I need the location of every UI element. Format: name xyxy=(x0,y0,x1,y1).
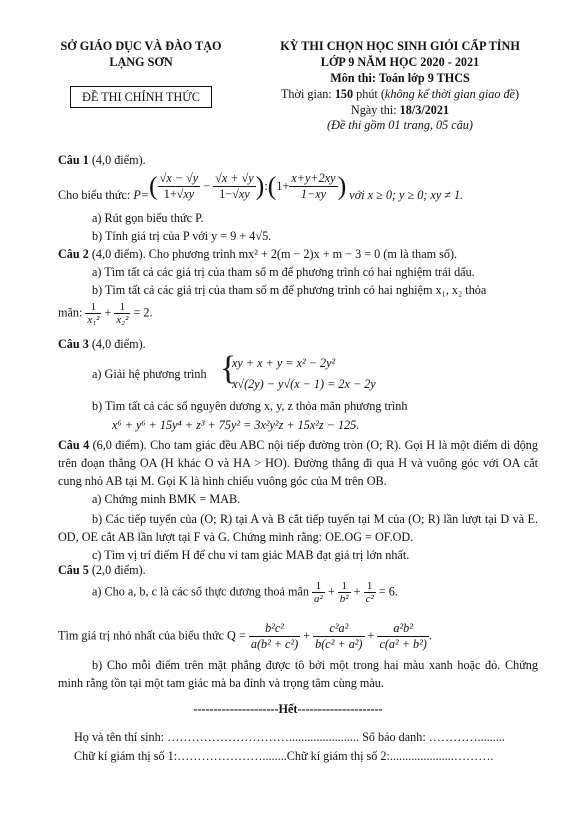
q1-expression: Cho biểu thức: P=( $\frac{√x - √y}{1+√xy}$ − $\frac{√x + √y}{1-√xy}$ ):(1+ $\frac{x+y+2xy}{1-xy}$ ) với x ≥ 0; y ≥ 0; xy ≠ 1. xyxy=(58,171,464,203)
exam-date: Ngày thi: 18/3/2021 xyxy=(350,103,450,117)
q3-system-eq1: xy + x + y = x² − 2y² xyxy=(232,356,336,370)
q2-part-a: a) Tìm tất cả các giá trị của tham số m để phương trình có hai nghiệm trái dấu. xyxy=(92,265,475,279)
exam-grade: LỚP 9 NĂM HỌC 2020 - 2021 xyxy=(320,55,480,69)
q3-heading: Câu 3 (4,0 điểm). xyxy=(58,337,146,351)
q4-part-c: c) Tìm vị trí điểm H để chu vi tam giác MAB đạt giá trị lớn nhất. xyxy=(92,548,410,562)
exam-time: Thời gian: 150 phút (không kể thời gian giao đề) xyxy=(280,87,520,101)
q1-part-b: b) Tính giá trị của P với y = 9 + 4√5. xyxy=(92,229,272,243)
province-name: LẠNG SƠN xyxy=(109,55,173,69)
q2-condition: mãn: $\frac{1}{\text{x₁²}}$ + $\frac{1}{\text{x₂²}}$ = 2. xyxy=(58,301,153,326)
exam-pages-note: (Đề thi gồm 01 trang, 05 câu) xyxy=(327,118,473,132)
q5-part-b: b) Cho mỗi điểm trên mặt phẳng được tô bởi một trong hai màu xanh hoặc đỏ. Chứng minh rằng tồn tại một tam giác mà ba đỉnh và trọng tâm cùng màu. xyxy=(58,658,538,690)
q5-part-a: a) Cho a, b, c là các số thực dương thoả mãn $\frac{1}{\text{a²}}$ + $\frac{1}{\text{b²}}$ + $\frac{1}{\text{c²}}$ = 6. xyxy=(92,580,398,605)
q5-heading: Câu 5 (2,0 điểm). xyxy=(58,563,146,577)
q4-statement: Câu 4 (6,0 điểm). Cho tam giác đều ABC nội tiếp đường tròn (O; R). Gọi H là một điểm di động trên đoạn thẳng OA (H khác O và HA > HO). Đường thẳng đi qua H và vuông góc với OA cắt cung nhỏ AB tại M. Gọi K là hình chiếu vuông góc của M trên OB. xyxy=(58,438,538,488)
q1-heading: Câu 1 (4,0 điểm). xyxy=(58,153,146,167)
official-exam-label: ĐỀ THI CHÍNH THỨC xyxy=(82,90,200,104)
department-name: SỞ GIÁO DỤC VÀ ĐÀO TẠO xyxy=(60,39,222,53)
q4-part-a: a) Chứng minh BMK = MAB. xyxy=(92,492,241,506)
end-marker: ---------------------Hết--------------------- xyxy=(193,702,383,716)
q3-part-b: b) Tìm tất cả các số nguyên dương x, y, z thỏa mãn phương trình xyxy=(92,399,408,413)
supervisor-sign-line: Chữ kí giám thị số 1:…………………........Chữ kí giám thị số 2:.....................………. xyxy=(74,749,494,763)
exam-subject: Môn thi: Toán lớp 9 THCS xyxy=(330,71,470,85)
q2-heading: Câu 2 (4,0 điểm). Cho phương trình mx² + 2(m − 2)x + m − 3 = 0 (m là tham số). xyxy=(58,247,458,261)
exam-title: KỲ THI CHỌN HỌC SINH GIỎI CẤP TỈNH xyxy=(280,39,520,53)
q3-part-a: a) Giải hệ phương trình xyxy=(92,367,207,381)
q3-part-b-equation: x⁶ + y⁶ + 15y⁴ + z³ + 75y² = 3x²y²z + 15x²z − 125. xyxy=(112,418,360,432)
q5-expression: Tìm giá trị nhỏ nhất của biểu thức Q = $\frac{\text{b²c²}}{\text{a(b² + c²)}}$ + $\frac{\text{c²a²}}{\text{b(c² + a²)}}$ + $\frac{\text{a²b²}}{\text{c(a² + b²)}}$ . xyxy=(58,621,432,651)
q3-system-brace: { xyxy=(220,350,237,387)
q2-part-b: b) Tìm tất cả các giá trị của tham số m để phương trình có hai nghiệm x₁, x₂ thỏa xyxy=(92,283,487,297)
candidate-info-line: Họ và tên thí sinh: …………………………....................... Số báo danh: …………......... xyxy=(74,730,505,744)
official-exam-box xyxy=(70,86,212,108)
q4-part-b: b) Các tiếp tuyến của (O; R) tại A và B cắt tiếp tuyến tại M của (O; R) lần lượt tại D và E. OD, OE cắt AB lần lượt tại F và G. Chứng minh rằng: OE.OG = OF.OD. xyxy=(58,512,538,544)
q3-system-eq2: x√(2y) − y√(x − 1) = 2x − 2y xyxy=(232,377,376,391)
q1-part-a: a) Rút gọn biểu thức P. xyxy=(92,211,204,225)
